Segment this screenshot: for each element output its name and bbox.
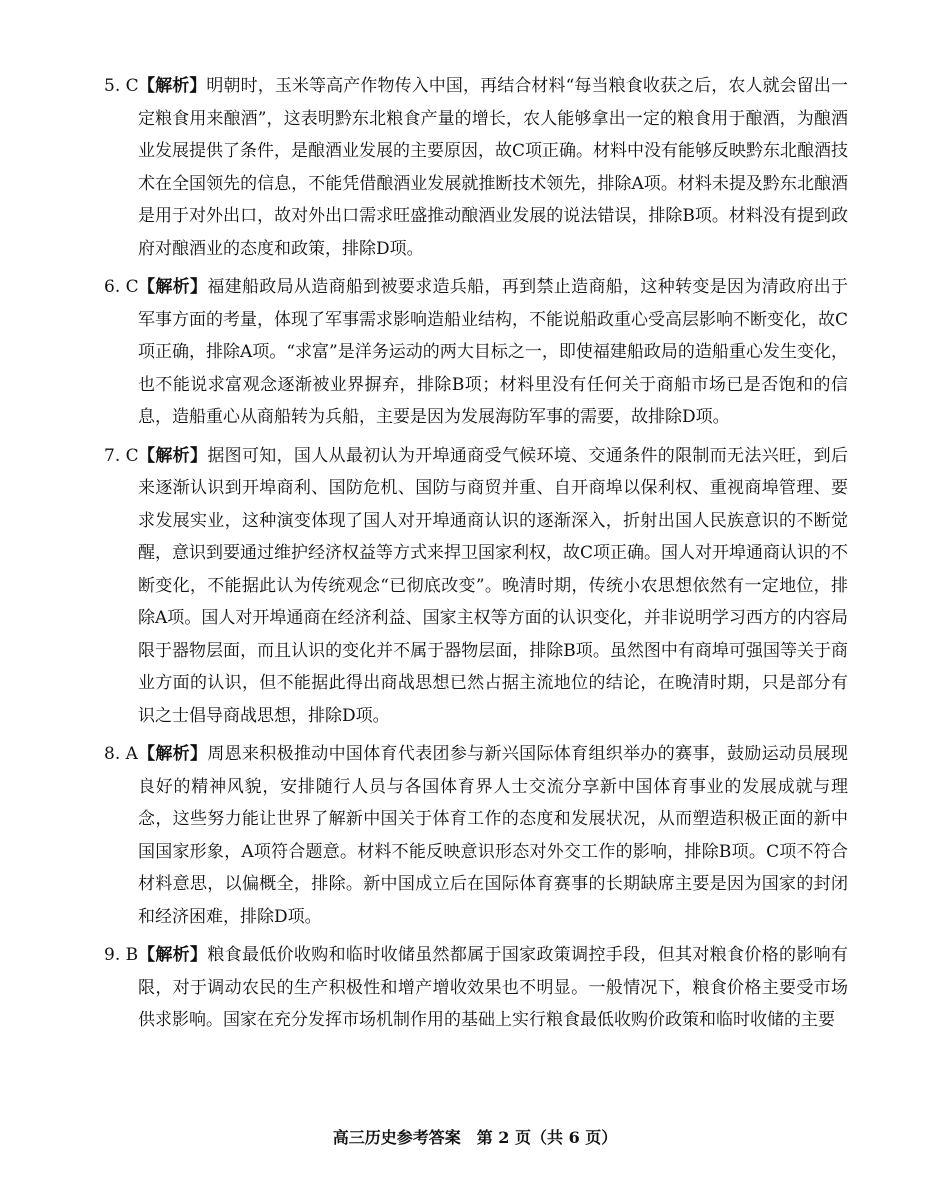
- answer-number: 9. B: [104, 945, 139, 965]
- analysis-label: 【解析】: [138, 277, 208, 297]
- answer-item-5: [104, 70, 848, 265]
- answer-text: 周恩来积极推动中国体育代表团参与新兴国际体育组织举办的赛事，鼓励运动员展现良好的精神风貌，安排随行人员与各国体育界人士交流分享新中国体育事业的发展成就与理念，这些努力能让世界了解新中国关于体育工作的态度和发展状况，从而塑造积极正面的新中国国家形象，A项符合题意。材料不能反映意识形态对外交工作的影响，排除B项。C项不符合材料意思，以偏概全，排除。新中国成立后在国际体育赛事的长期缺席主要是因为国家的封闭和经济困难，排除D项。: [138, 744, 849, 927]
- answer-number: 8. A: [104, 744, 138, 764]
- answer-text: 粮食最低价收购和临时收储虽然都属于国家政策调控手段，但其对粮食价格的影响有限，对于调动农民的生产积极性和增产增收效果也不明显。一般情况下，粮食价格主要受市场供求影响。国家在充分发挥市场机制作用的基础上实行粮食最低收购价政策和临时收储的主要: [138, 945, 849, 1030]
- answer-list: [104, 70, 848, 1043]
- answer-item-6: [104, 271, 848, 434]
- answer-item-7: [104, 440, 848, 733]
- analysis-label: 【解析】: [138, 76, 207, 96]
- answer-number: 5. C: [104, 76, 139, 96]
- answer-number: 6. C: [104, 277, 139, 297]
- analysis-label: 【解析】: [138, 744, 208, 764]
- answer-item-8: [104, 738, 848, 933]
- analysis-label: 【解析】: [138, 945, 208, 965]
- answer-number: 7. C: [104, 445, 139, 466]
- answer-text: 据图可知，国人从最初认为开埠通商受气候环境、交通条件的限制而无法兴旺，到后来逐渐认识到开埠商利、国防危机、国防与商贸并重、自开商埠以保利权、重视商埠管理、要求发展实业，这种演变体现了国人对开埠通商认识的逐渐深入，折射出国人民族意识的不断觉醒，意识到要通过维护经济权益等方式来捍卫国家利权，故C项正确。国人对开埠通商认识的不断变化，不能据此认为传统观念“已彻底改变”。晚清时期，传统小农思想依然有一定地位，排除A项。国人对开埠通商在经济利益、国家主权等方面的认识变化，并非说明学习西方的内容局限于器物层面，而且认识的变化并不属于器物层面，排除B项。虽然图中有商埠可强国等关于商业方面的认识，但不能据此得出商战思想已然占据主流地位的结论，在晚清时期，只是部分有识之士倡导商战思想，排除D项。: [138, 445, 849, 726]
- answer-text: 福建船政局从造商船到被要求造兵船，再到禁止造商船，这种转变是因为清政府出于军事方面的考量，体现了军事需求影响造船业结构，不能说船政重心受高层影响不断变化，故C项正确，排除A项。“求富”是洋务运动的两大目标之一，即使福建船政局的造船重心发生变化，也不能说求富观念逐渐被业界摒弃，排除B项；材料里没有任何关于商船市场已是否饱和的信息，造船重心从商船转为兵船，主要是因为发展海防军事的需要，故排除D项。: [138, 277, 849, 427]
- answer-text: 明朝时，玉米等高产作物传入中国，再结合材料“每当粮食收获之后，农人就会留出一定粮食用来酿酒”，这表明黔东北粮食产量的增长，农人能够拿出一定的粮食用于酿酒，为酿酒业发展提供了条件，是酿酒业发展的主要原因，故C项正确。材料中没有能够反映黔东北酿酒技术在全国领先的信息，不能凭借酿酒业发展就推断技术领先，排除A项。材料未提及黔东北酿酒是用于对外出口，故对外出口需求旺盛推动酿酒业发展的说法错误，排除B项。材料没有提到政府对酿酒业的态度和政策，排除D项。: [138, 76, 849, 259]
- analysis-label: 【解析】: [138, 445, 208, 466]
- page-footer: 高三历史参考答案 第 2 页（共 6 页）: [332, 1128, 618, 1147]
- answer-item-9: [104, 939, 848, 1037]
